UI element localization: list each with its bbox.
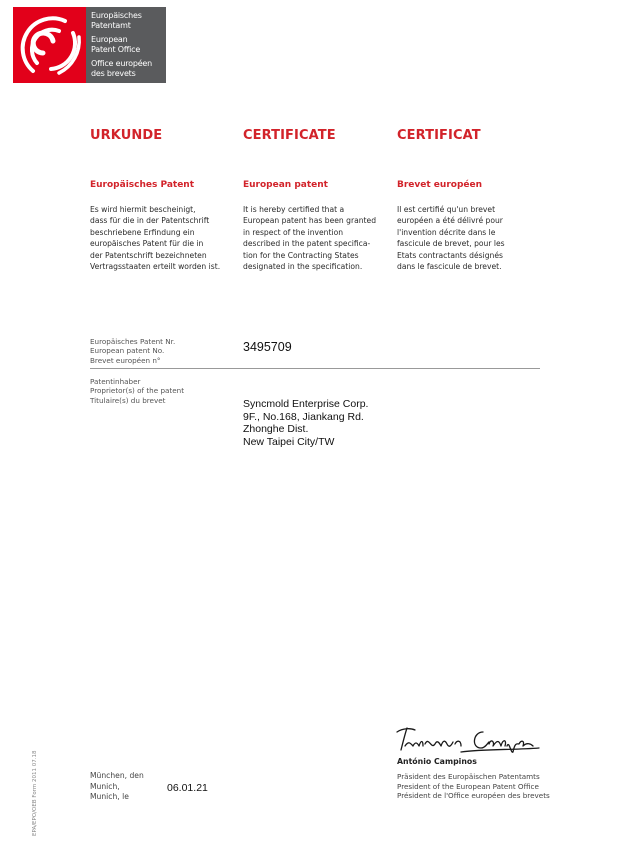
subheading-fr: Brevet européen	[397, 180, 482, 190]
body-text-fr	[397, 204, 505, 272]
body-line: der Patentschrift bezeichneten	[90, 250, 207, 260]
heading-urkunde: URKUNDE	[90, 128, 163, 143]
body-text-en	[243, 204, 376, 272]
body-line: described in the patent specifica-	[243, 239, 371, 249]
body-text-de	[90, 204, 220, 272]
logo-line: Office européen	[91, 59, 153, 68]
proprietor-address	[243, 398, 368, 448]
body-line: in respect of the invention	[243, 227, 344, 237]
body-line: European patent has been granted	[243, 216, 377, 226]
signatory-name: António Campinos	[397, 757, 477, 766]
handwritten-signature	[393, 722, 543, 756]
column-german	[90, 128, 240, 272]
body-line: dans le fascicule de brevet.	[397, 262, 502, 272]
patent-number-labels	[90, 337, 175, 365]
logo-line: Europäisches	[91, 11, 142, 20]
body-line: europäisches Patent für die in	[90, 239, 204, 249]
issue-date: 06.01.21	[167, 782, 208, 794]
signatory-title-en: President of the European Patent Office	[397, 781, 539, 791]
proprietor-line: 9F., No.168, Jiankang Rd.	[243, 410, 364, 423]
place-line-en: Munich,	[90, 781, 120, 791]
body-line: Vertragsstaaten erteilt worden ist.	[90, 262, 221, 272]
heading-certificate: CERTIFICATE	[243, 128, 336, 143]
body-line: Il est certifié qu'un brevet	[397, 205, 496, 214]
column-french	[397, 128, 547, 272]
epo-logo-text	[86, 7, 166, 83]
proprietor-labels	[90, 377, 184, 405]
body-line: beschriebene Erfindung ein	[90, 227, 195, 237]
signatory-title-de: Präsident des Europäischen Patentamts	[397, 772, 540, 781]
place-labels	[90, 771, 144, 803]
signatory-titles	[397, 772, 550, 801]
subheading-de: Europäisches Patent	[90, 180, 195, 190]
body-line: européen a été délivré pour	[397, 216, 503, 226]
proprietor-line: Zhonghe Dist.	[243, 423, 309, 435]
heading-certificat: CERTIFICAT	[397, 128, 481, 143]
logo-line: des brevets	[91, 69, 136, 78]
patent-number-label-en: European patent No.	[90, 346, 165, 356]
place-line-de: München, den	[90, 771, 144, 780]
patent-number-label-de: Europäisches Patent Nr.	[90, 337, 176, 346]
body-line: fascicule de brevet, pour les	[397, 239, 505, 249]
logo-line: Patentamt	[91, 21, 131, 30]
subheading-en: European patent	[243, 180, 328, 190]
body-line: tion for the Contracting States	[243, 250, 359, 260]
proprietor-line: New Taipei City/TW	[243, 435, 335, 448]
form-code: EPA/EPO/OEB Form 2011 07.18	[32, 750, 38, 836]
body-line: designated in the specification.	[243, 262, 363, 272]
place-line-fr: Munich, le	[90, 792, 129, 801]
proprietor-label-fr: Titulaire(s) du brevet	[90, 395, 166, 405]
epo-wave-icon	[13, 7, 86, 83]
body-line: dass für die in der Patentschrift	[90, 216, 210, 226]
proprietor-label-en: Proprietor(s) of the patent	[90, 386, 185, 396]
patent-number: 3495709	[243, 340, 292, 354]
column-english	[243, 128, 393, 272]
epo-logo-mark	[13, 7, 86, 83]
body-line: l'invention décrite dans le	[397, 227, 496, 237]
proprietor-line: Syncmold Enterprise Corp.	[243, 398, 369, 410]
divider	[90, 368, 540, 369]
body-line: Etats contractants désignés	[397, 250, 503, 260]
patent-number-label-fr: Brevet européen n°	[90, 355, 161, 365]
body-line: Es wird hiermit bescheinigt,	[90, 205, 196, 214]
proprietor-label-de: Patentinhaber	[90, 377, 141, 386]
logo-line: European	[91, 35, 128, 44]
signatory-title-fr: Président de l'Office européen des brevets	[397, 791, 550, 801]
logo-line: Patent Office	[91, 45, 141, 54]
body-line: It is hereby certified that a	[243, 205, 345, 214]
